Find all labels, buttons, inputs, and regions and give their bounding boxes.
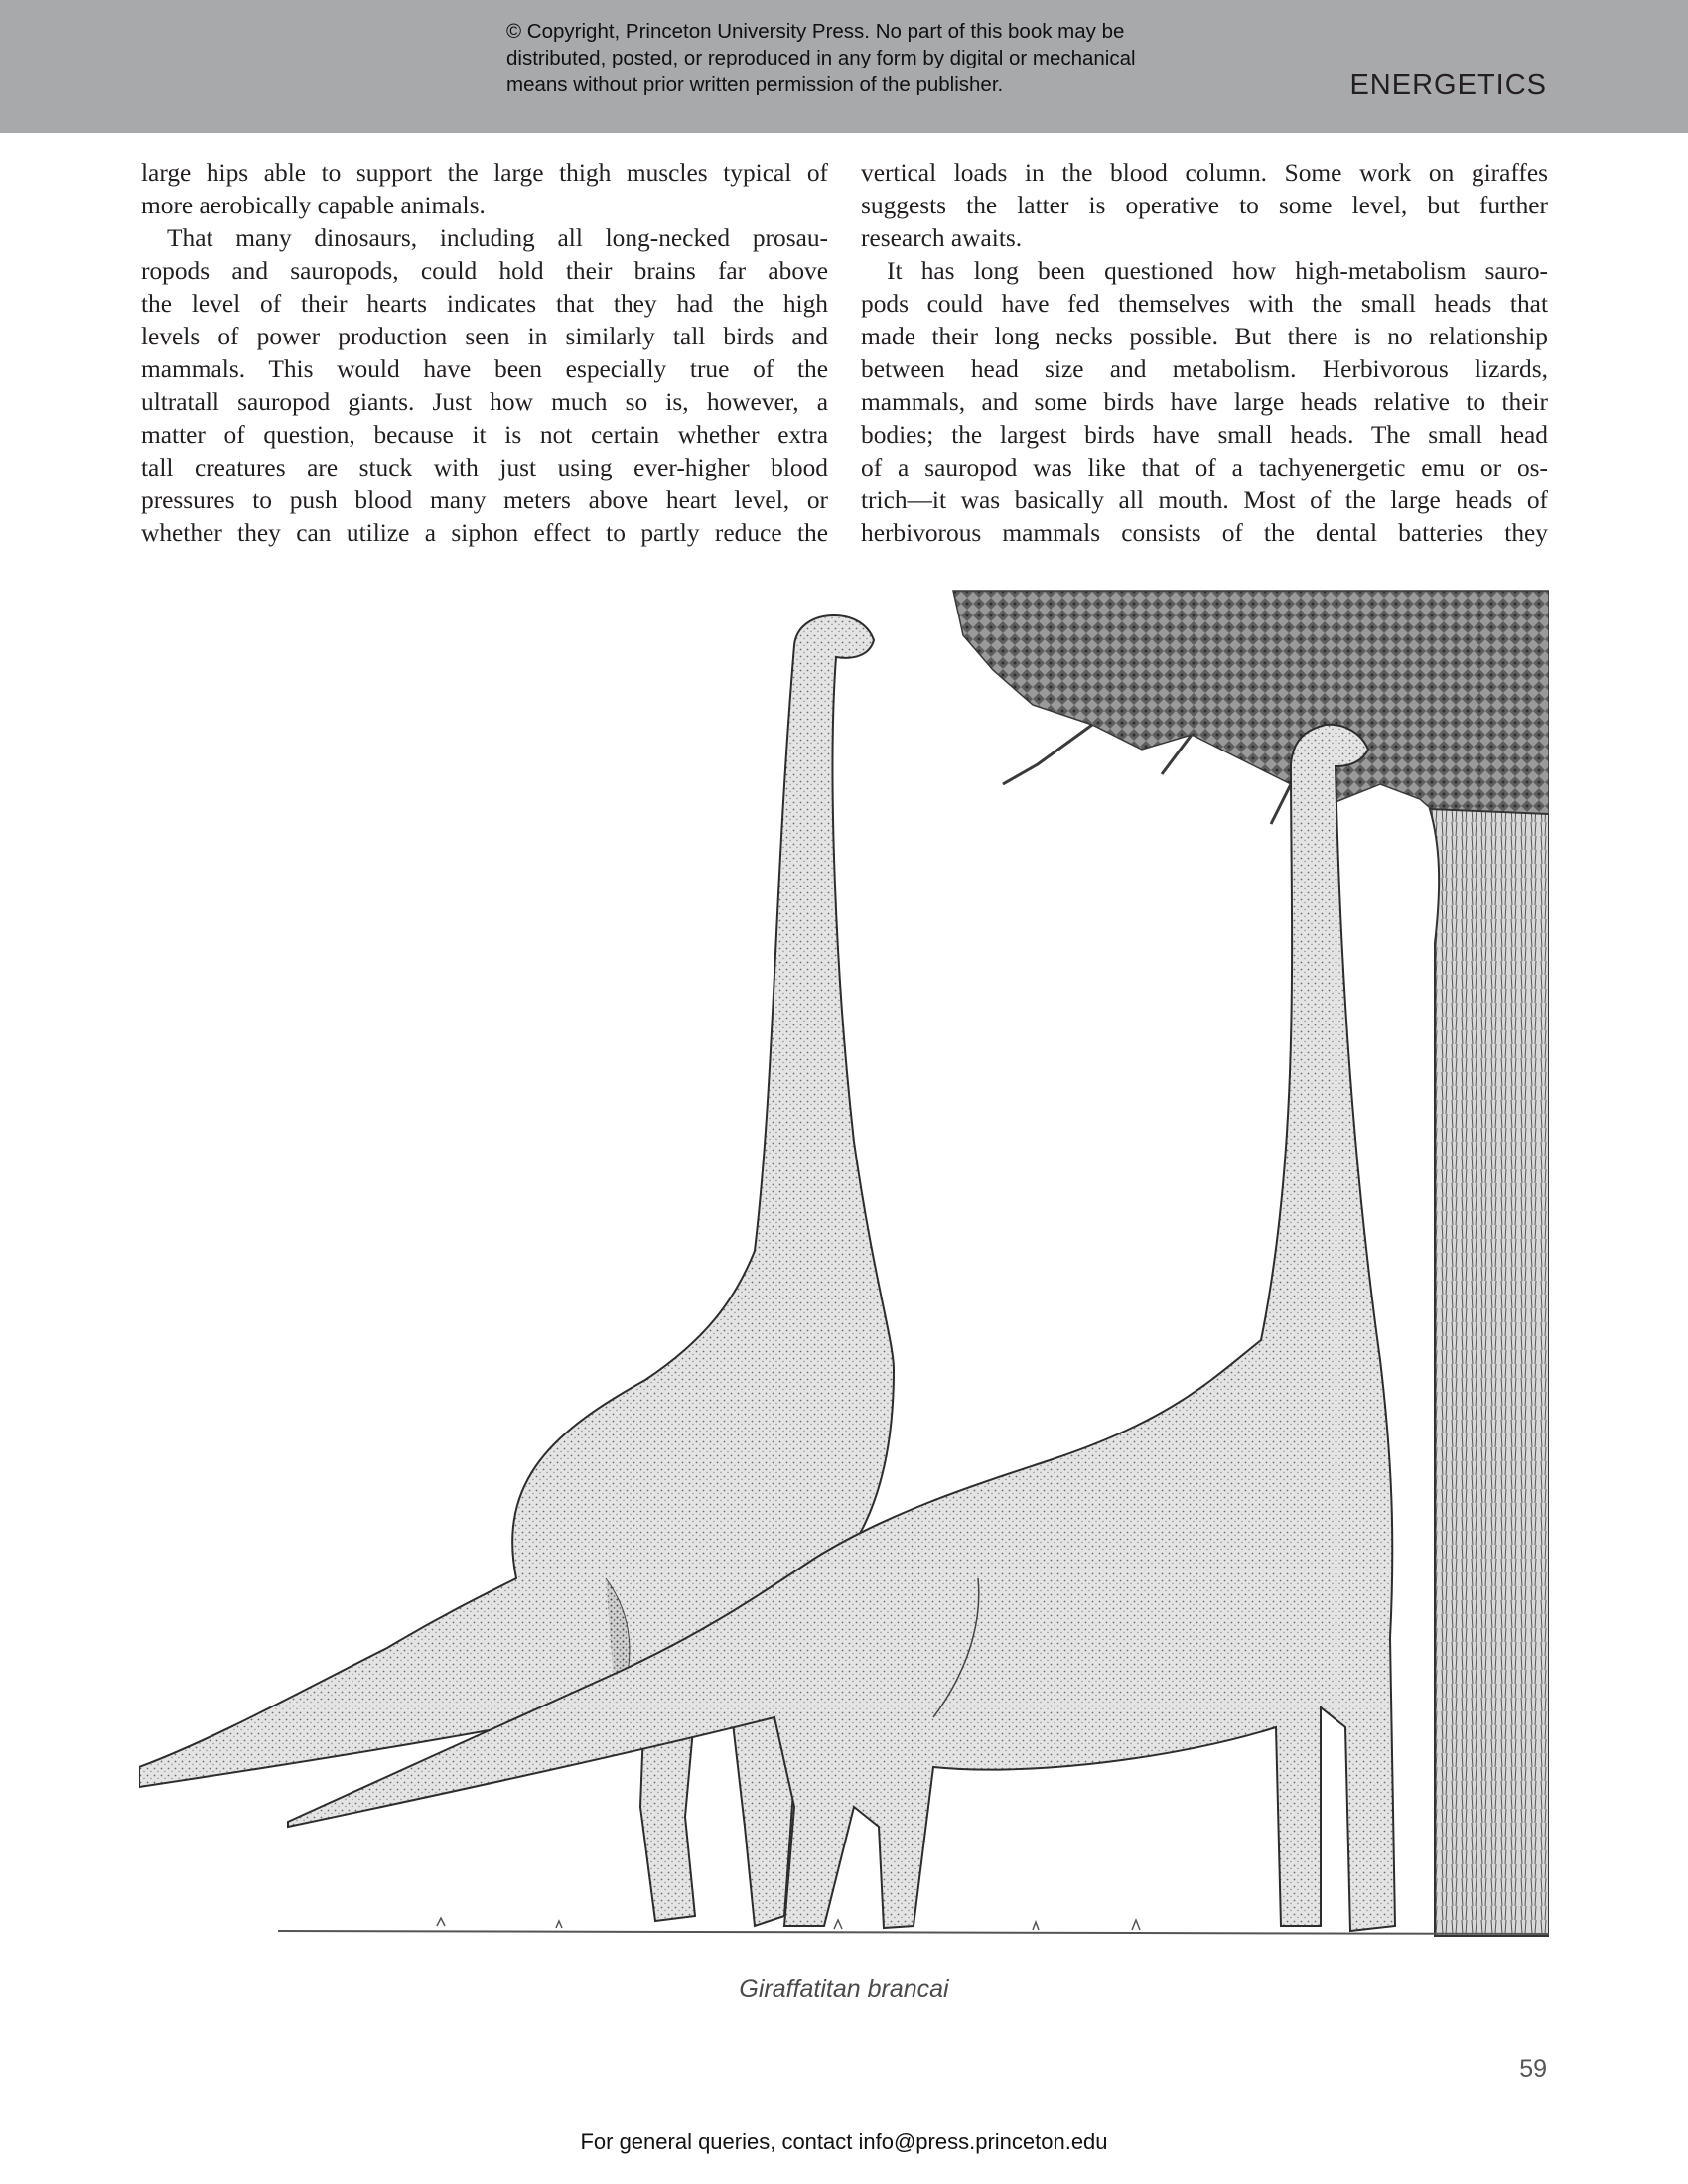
copyright-line: © Copyright, Princeton University Press. No part of this book may be <box>506 20 1125 43</box>
tree-trunk <box>1430 809 1549 1936</box>
text-line: ropods and sauropods, could hold their brains far above <box>141 257 828 285</box>
sauropod-illustration <box>139 586 1549 1951</box>
text-line: the level of their hearts indicates that they had the high <box>141 290 828 318</box>
copyright-line: distributed, posted, or reproduced in any form by digital or mechanical <box>506 47 1136 69</box>
text-line: research awaits. <box>861 224 1023 252</box>
footer-contact: For general queries, contact info@press.princeton.edu <box>580 2129 1108 2154</box>
text-line: matter of question, because it is not certain whether extra <box>141 421 828 449</box>
text-line: pressures to push blood many meters above heart level, or <box>141 486 828 514</box>
text-line: large hips able to support the large thigh muscles typical of <box>141 159 828 187</box>
text-line: That many dinosaurs, including all long-necked prosau- <box>167 224 828 252</box>
text-line: herbivorous mammals consists of the dental batteries they <box>861 519 1548 547</box>
text-line: bodies; the largest birds have small heads. The small head <box>861 421 1548 449</box>
text-line: pods could have fed themselves with the small heads that <box>861 290 1548 318</box>
text-line: trich—it was basically all mouth. Most of the large heads of <box>861 486 1548 514</box>
tree-foliage <box>953 591 1549 834</box>
page-number: 59 <box>1519 2055 1547 2083</box>
text-line: ultratall sauropod giants. Just how much so is, however, a <box>141 388 828 416</box>
text-line: suggests the latter is operative to some level, but further <box>861 192 1548 219</box>
copyright-notice <box>506 18 1201 98</box>
text-line: between head size and metabolism. Herbivorous lizards, <box>861 355 1548 383</box>
figure-caption: Giraffatitan brancai <box>739 1976 949 2003</box>
text-line: more aerobically capable animals. <box>141 192 486 219</box>
text-line: of a sauropod was like that of a tachyenergetic emu or os- <box>861 454 1548 481</box>
text-line: vertical loads in the blood column. Some work on giraffes <box>861 159 1548 187</box>
left-column <box>141 157 828 550</box>
text-line: made their long necks possible. But there is no relationship <box>861 323 1548 350</box>
text-line: tall creatures are stuck with just using ever-higher blood <box>141 454 828 481</box>
text-line: mammals. This would have been especially true of the <box>141 355 828 383</box>
text-line: mammals, and some birds have large heads relative to their <box>861 388 1548 416</box>
text-line: whether they can utilize a siphon effect to partly reduce the <box>141 519 828 547</box>
copyright-line: means without prior written permission of the publisher. <box>506 73 1004 96</box>
text-line: It has long been questioned how high-metabolism sauro- <box>887 257 1548 285</box>
text-line: levels of power production seen in similarly tall birds and <box>141 323 828 350</box>
right-column <box>861 157 1548 550</box>
running-head: ENERGETICS <box>1349 69 1547 101</box>
